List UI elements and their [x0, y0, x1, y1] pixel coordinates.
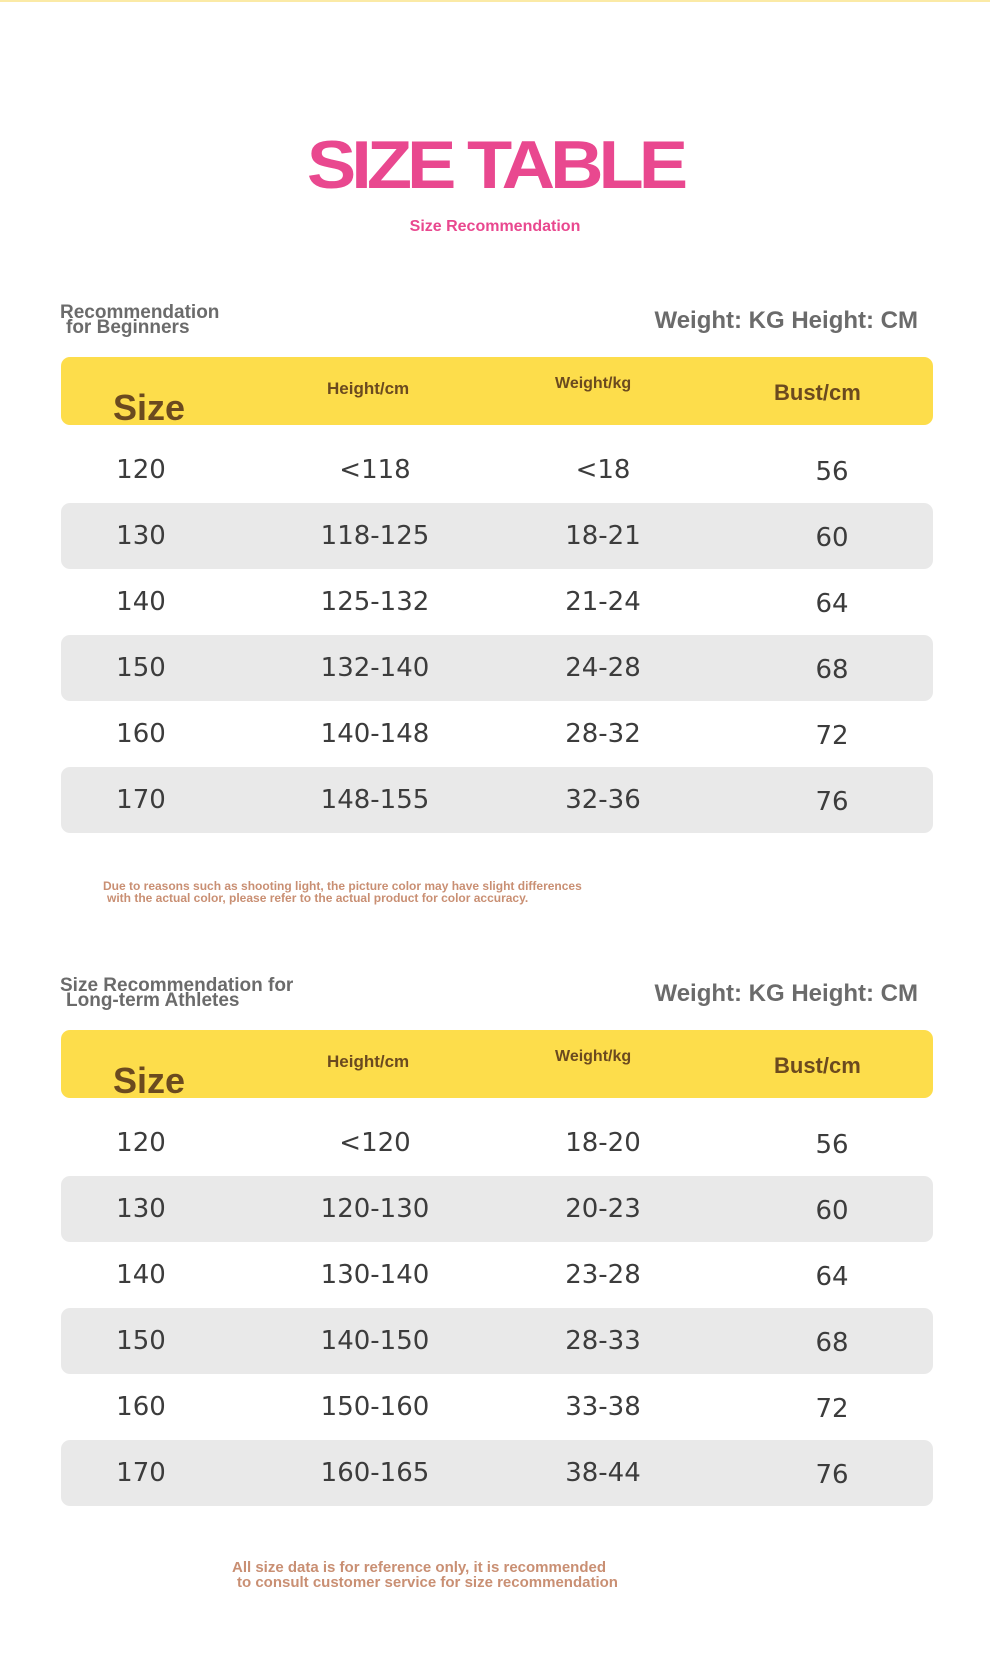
- header-height: Height/cm: [327, 379, 410, 398]
- cell-size: 140: [116, 587, 166, 617]
- cell-height: <120: [339, 1128, 411, 1158]
- header-bust: Bust/cm: [774, 380, 861, 405]
- cell-size: 130: [116, 521, 166, 551]
- cell-size: 150: [116, 653, 166, 683]
- cell-size: 150: [116, 1326, 166, 1356]
- cell-bust: 68: [815, 1328, 849, 1358]
- cell-size: 170: [116, 785, 166, 815]
- header-size: Size: [113, 1060, 186, 1101]
- cell-height: 140-150: [320, 1326, 430, 1356]
- cell-bust: 56: [815, 457, 849, 487]
- color-disclaimer-line2: with the actual color, please refer to the actual product for color accuracy.: [107, 891, 529, 905]
- cell-weight: 18-21: [565, 521, 641, 551]
- cell-height: 140-148: [320, 719, 430, 749]
- section-label-line2: Long-term Athletes: [66, 990, 240, 1011]
- units-label: Weight: KG Height: CM: [654, 980, 918, 1007]
- cell-size: 160: [116, 719, 166, 749]
- table-row: [61, 701, 933, 767]
- header-size: Size: [113, 387, 186, 428]
- color-disclaimer: [103, 880, 582, 904]
- cell-bust: 72: [815, 721, 849, 751]
- cell-bust: 60: [815, 523, 849, 553]
- table-row: [61, 1308, 933, 1374]
- table-row: [61, 1374, 933, 1440]
- size-disclaimer-line1: All size data is for reference only, it is recommended: [232, 1559, 607, 1576]
- header-bust: Bust/cm: [774, 1053, 861, 1078]
- units-label: Weight: KG Height: CM: [654, 307, 918, 334]
- section-label: [60, 975, 294, 1011]
- table-header: [61, 1030, 933, 1101]
- cell-bust: 76: [815, 1460, 849, 1490]
- cell-height: 120-130: [320, 1194, 430, 1224]
- table-row: [61, 1242, 933, 1308]
- cell-weight: 24-28: [565, 653, 641, 683]
- header-weight: Weight/kg: [555, 1048, 632, 1065]
- size-disclaimer: [232, 1560, 618, 1590]
- section-label-line1: Size Recommendation for: [60, 975, 294, 996]
- cell-size: 170: [116, 1458, 166, 1488]
- cell-weight: 28-33: [565, 1326, 641, 1356]
- table-body: [61, 1110, 933, 1506]
- table-row: [61, 767, 933, 833]
- cell-weight: 21-24: [565, 587, 641, 617]
- cell-size: 140: [116, 1260, 166, 1290]
- table-header: [61, 357, 933, 428]
- cell-size: 130: [116, 1194, 166, 1224]
- section-label: [60, 302, 220, 338]
- cell-height: <118: [339, 455, 411, 485]
- cell-weight: 20-23: [565, 1194, 641, 1224]
- cell-bust: 68: [815, 655, 849, 685]
- page-title: SIZE TABLE: [306, 126, 684, 203]
- table-row: [61, 503, 933, 569]
- cell-bust: 72: [815, 1394, 849, 1424]
- cell-weight: 23-28: [565, 1260, 641, 1290]
- cell-weight: 28-32: [565, 719, 641, 749]
- cell-bust: 64: [815, 1262, 849, 1292]
- top-divider: [0, 0, 990, 2]
- cell-height: 132-140: [320, 653, 430, 683]
- table-row: [61, 1110, 933, 1176]
- table-row: [61, 437, 933, 503]
- cell-size: 160: [116, 1392, 166, 1422]
- cell-weight: 38-44: [565, 1458, 641, 1488]
- table-row: [61, 1176, 933, 1242]
- cell-weight: <18: [575, 455, 631, 485]
- header-weight: Weight/kg: [555, 375, 632, 392]
- cell-height: 125-132: [320, 587, 430, 617]
- table-row: [61, 1440, 933, 1506]
- cell-bust: 76: [815, 787, 849, 817]
- section-label-line1: Recommendation: [60, 302, 220, 323]
- cell-bust: 56: [815, 1130, 849, 1160]
- table-body: [61, 437, 933, 833]
- header-height: Height/cm: [327, 1052, 410, 1071]
- cell-bust: 60: [815, 1196, 849, 1226]
- section-label-line2: for Beginners: [66, 317, 190, 338]
- cell-height: 118-125: [320, 521, 430, 551]
- cell-bust: 64: [815, 589, 849, 619]
- cell-size: 120: [116, 455, 166, 485]
- table-row: [61, 569, 933, 635]
- size-disclaimer-line2: to consult customer service for size recommendation: [237, 1574, 618, 1591]
- page-subtitle: Size Recommendation: [409, 218, 581, 235]
- color-disclaimer-line1: Due to reasons such as shooting light, the picture color may have slight differences: [103, 879, 582, 893]
- cell-weight: 18-20: [565, 1128, 641, 1158]
- table-row: [61, 635, 933, 701]
- cell-weight: 32-36: [565, 785, 641, 815]
- cell-height: 130-140: [320, 1260, 430, 1290]
- cell-height: 148-155: [320, 785, 430, 815]
- cell-height: 150-160: [320, 1392, 430, 1422]
- cell-size: 120: [116, 1128, 166, 1158]
- cell-weight: 33-38: [565, 1392, 641, 1422]
- cell-height: 160-165: [320, 1458, 430, 1488]
